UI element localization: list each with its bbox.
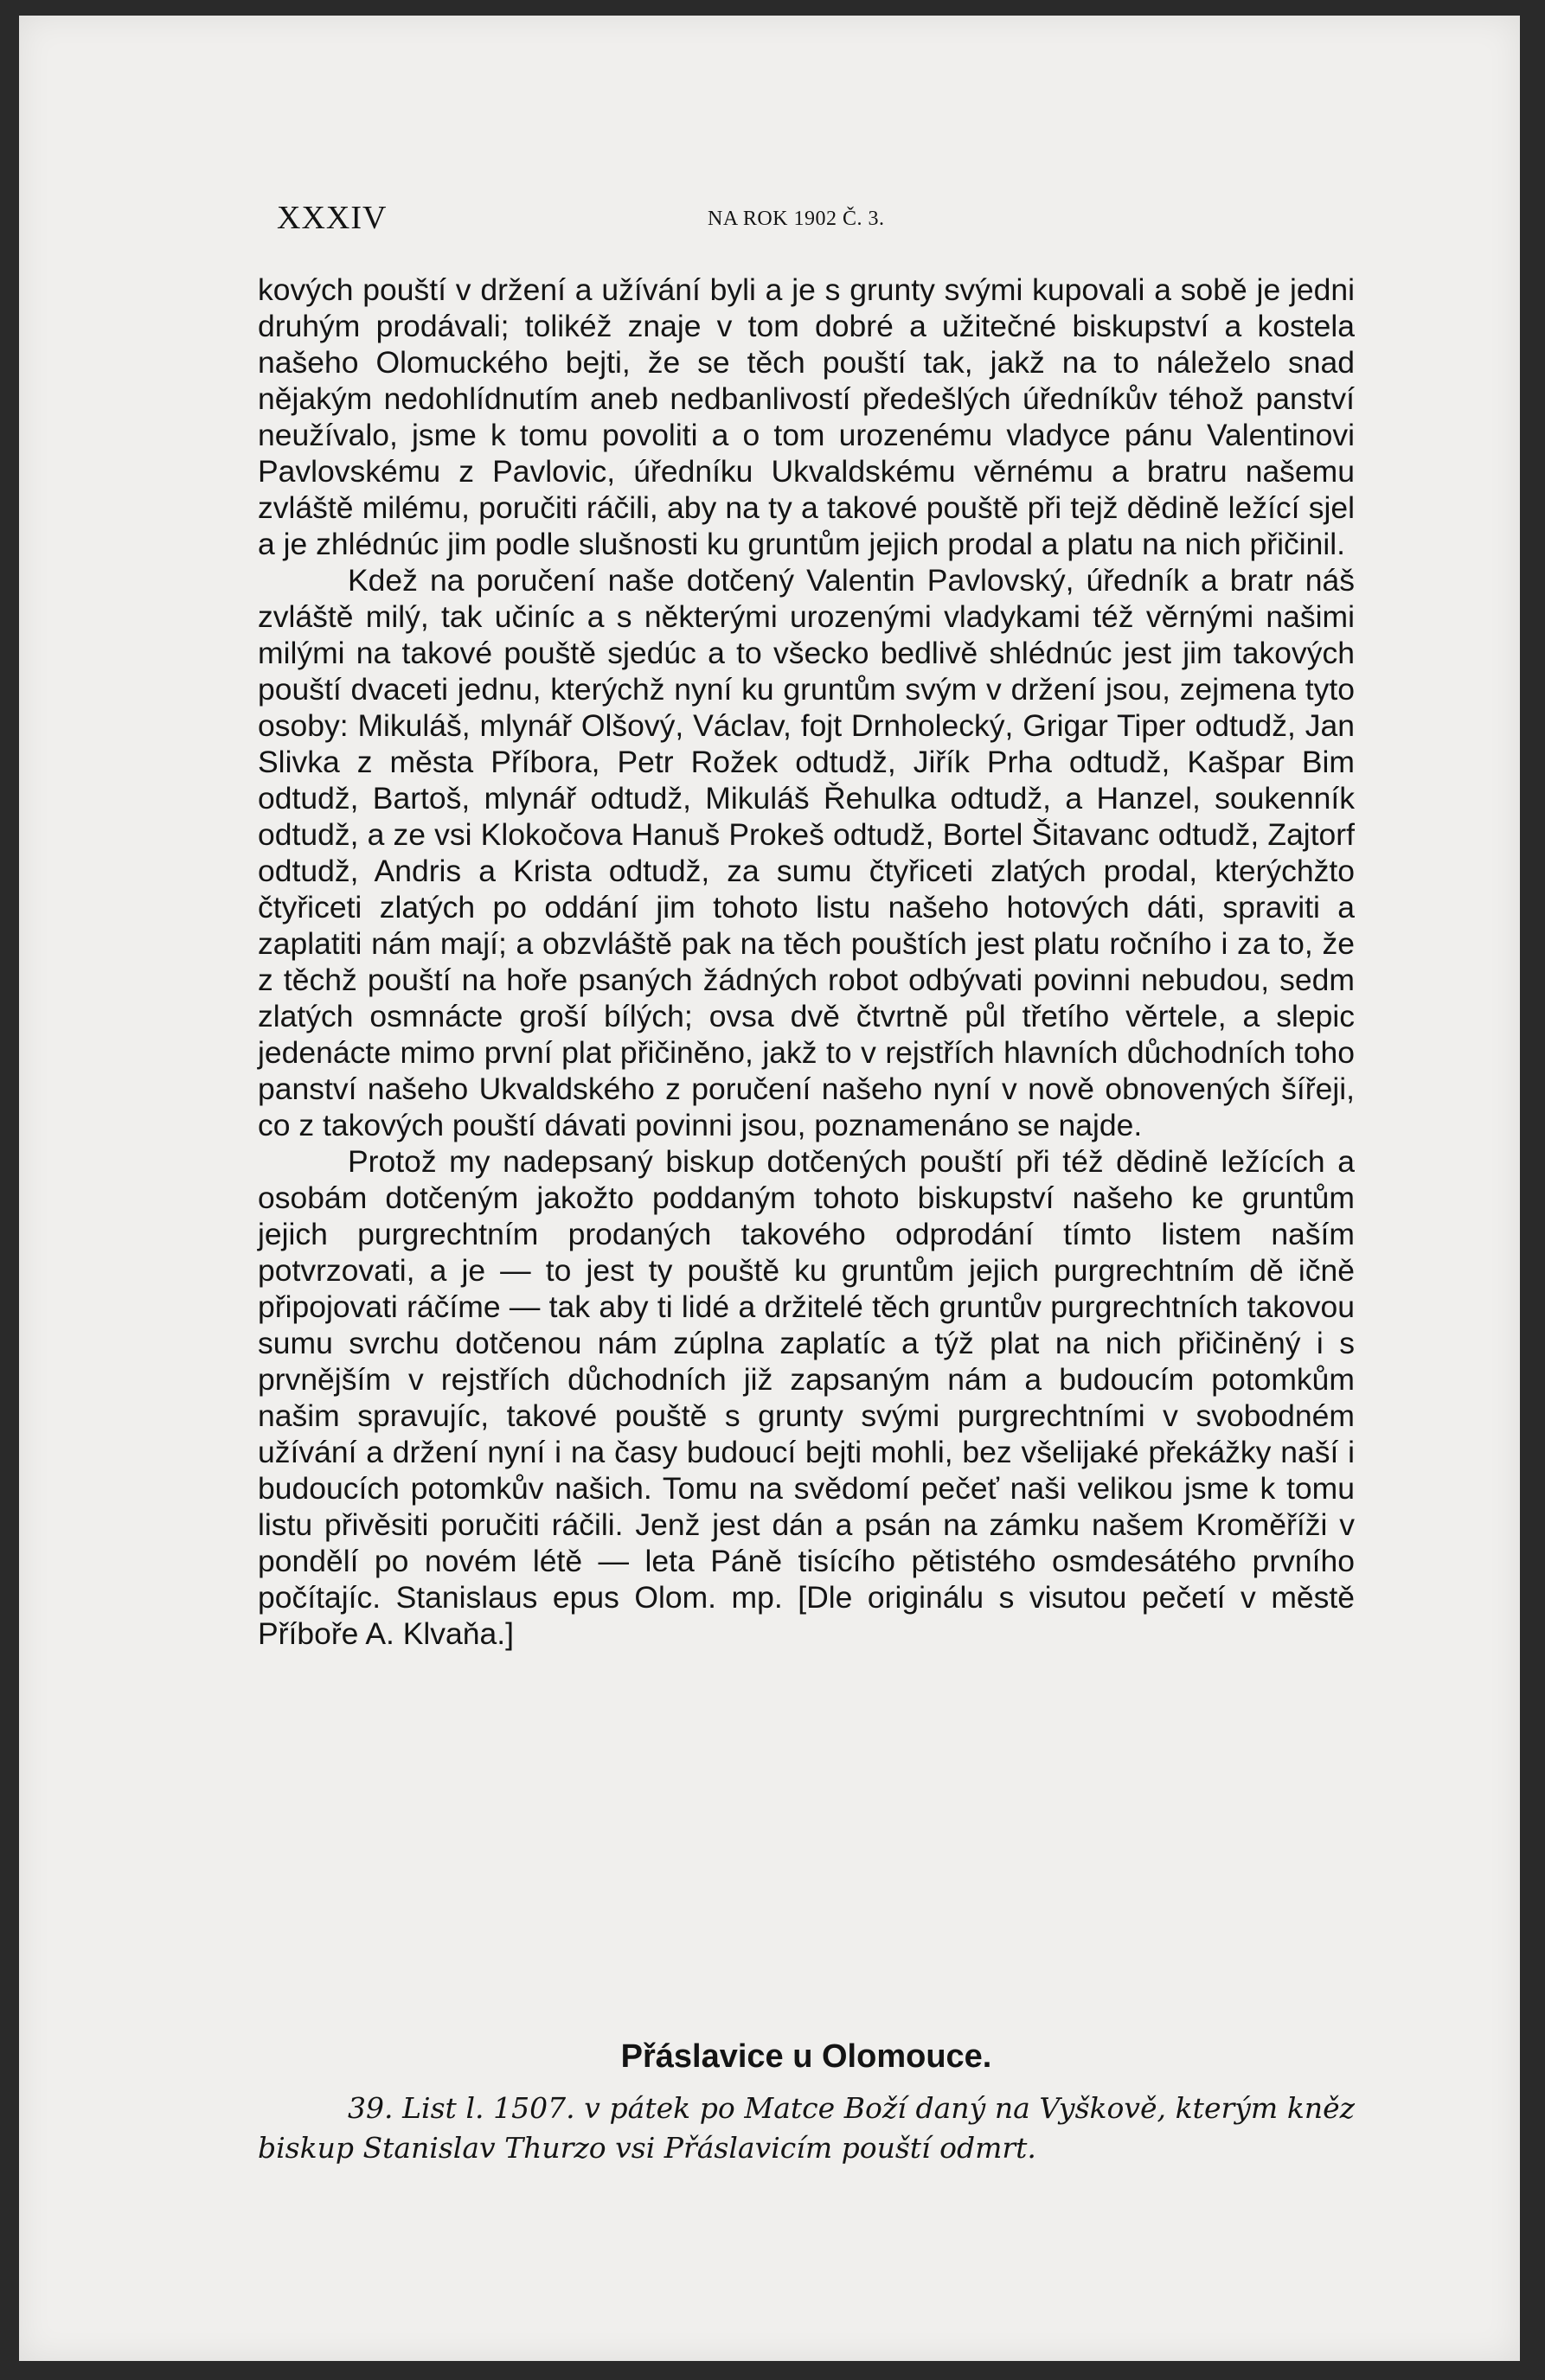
paragraph-continuation: kových pouští v držení a užívání byli a je s grunty svými kupovali a sobě je jedni druhým prodávali; tolikéž znaje v tom dobré a užitečné biskupství a kostela našeho Olomuckého bejti, že se těch pouští tak, jakž na to náleželo snad nějakým nedohlídnutím aneb nedbanlivostí předešlých úředníkův téhož panství neužívalo, jsme k tomu povoliti a o tom urozenému vladyce pánu Valentinovi Pavlovskému z Pavlovic, úředníku Ukvaldskému věrnému a bratru našemu zvláště milému, poručiti ráčili, aby na ty a takové pouště při tejž dědině ležící sjel a je zhlédnúc jim podle slušnosti ku gruntům jejich prodal a platu na nich přičinil. bbox=[258, 272, 1355, 561]
document-entry: 39. List l. 1507. v pátek po Matce Boží daný na Vyškově, kterým kněz biskup Stanislav Thurzo vsi Přáslavicím pouští odmrt. bbox=[258, 2091, 1355, 2165]
body-text bbox=[258, 272, 1355, 1652]
paragraph: Kdež na poručení naše dotčený Valentin Pavlovský, úředník a bratr náš zvláště milý, tak učiníc a s některými urozenými vladykami též věrnými našimi milými na takové pouště sjedúc a to všecko bedlivě shlédnúc jest jim takových pouští dvaceti jednu, kterýchž nyní ku gruntům svým v držení jsou, zejmena tyto osoby: Mikuláš, mlynář Olšový, Václav, fojt Drnholecký, Grigar Tiper odtudž, Jan Slivka z města Příbora, Petr Rožek odtudž, Jiřík Prha odtudž, Kašpar Bim odtudž, Bartoš, mlynář odtudž, Mikuláš Řehulka odtudž, a Hanzel, soukenník odtudž, a ze vsi Klokočova Hanuš Prokeš odtudž, Bortel Šitavanc odtudž, Zajtorf odtudž, Andris a Krista odtudž, za sumu čtyřiceti zlatých prodal, kterýchžto čtyřiceti zlatých po oddání jim tohoto listu našeho hotových dáti, spraviti a zaplatiti nám mají; a obzvláště pak na těch pouštích jest platu ročního i za to, že z těchž pouští na hoře psaných žádných robot odbývati povinni nebudou, sedm zlatých osmnácte groší bílých; ovsa dvě čtvrtně půl třetího věrtele, a slepic jedenácte mimo první plat přičiněno, jakž to v rejstřích hlavních důchodních toho panství našeho Ukvaldského z poručení našeho nyní v nově obnovených šířeji, co z takových pouští dávati povinni jsou, poznamenáno se najde. bbox=[258, 563, 1355, 1142]
running-title: NA ROK 1902 Č. 3. bbox=[708, 208, 885, 230]
section-heading: Přáslavice u Olomouce. bbox=[620, 2038, 992, 2075]
page-number: XXXIV bbox=[277, 200, 388, 236]
page-header bbox=[277, 199, 1393, 251]
paragraph: Protož my nadepsaný biskup dotčených pouští při též dědině ležících a osobám dotčeným jakožto poddaným tohoto biskupství našeho ke gruntům jejich purgrechtním prodaných takového odprodání tímto listem naším potvrzovati, a je — to jest ty pouště ku gruntům jejich purgrechtním dě ičně připojovati ráčíme — tak aby ti lidé a držitelé těch gruntův purgrechtních takovou sumu svrchu dotčenou nám zúplna zaplatíc a týž plat na nich přičiněný i s prvnějším v rejstřích důchodních již zapsaným nám a budoucím potomkům našim spravujíc, takové pouště s grunty svými purgrechtními v svobodném užívání a držení nyní i na časy budoucí bejti mohli, bez všelijaké překážky naší i budoucích potomkův našich. Tomu na svědomí pečeť naši velikou jsme k tomu listu přivěsiti poručiti ráčili. Jenž jest dán a psán na zámku našem Kroměříži v pondělí po novém létě — leta Páně tisícího pětistého osmdesátého prvního počítajíc. Stanislaus epus Olom. mp. [Dle originálu s visutou pečetí v městě Příboře A. Klvaňa.] bbox=[258, 1144, 1355, 1651]
